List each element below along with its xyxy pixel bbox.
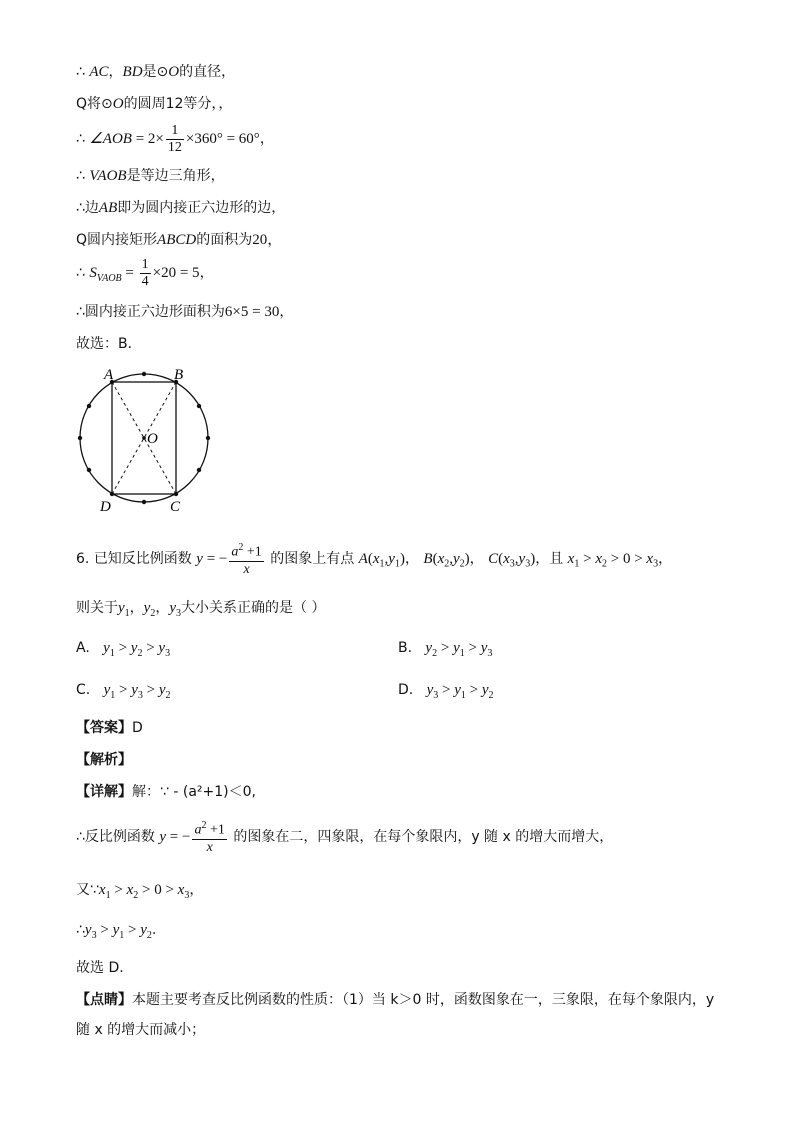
circle-rectangle-figure [70, 362, 220, 517]
comment-line-2: 随 x 的增大而减小； [76, 1022, 206, 1038]
label-a: A [104, 367, 114, 383]
label-d: D [100, 499, 111, 515]
division-points [78, 372, 210, 504]
q6-stem-line2: 则关于$y_1$，$y_2$，$y_3$大小关系正确的是（ ） [76, 600, 326, 619]
q6-stem: 6. 已知反比例函数 y = − $\frac{a^2 +1}{x}$ 的图象上有点 $A(x_1,y_1)$， $B(x_2,y_2)$， $C(x_3,y_3)$，且 $x_1 > x_2 > 0 > x_3$， [76, 542, 673, 577]
option-d[interactable]: D. $y_3 > y_1 > y_2$ [398, 682, 494, 701]
option-b[interactable]: B. $y_2 > y_1 > y_3$ [398, 640, 493, 659]
detail-line-2: ∴反比例函数 y = − $\frac{a^2 +1}{x}$ 的图象在二，四象限，在每个象限内，y 随 x 的增大而增大， [76, 820, 614, 855]
detail-line-3: 又$\because x_1 > x_2 > 0 > x_3$， [76, 882, 204, 901]
answer-line: 【答案】D [76, 720, 143, 736]
detail-line-4: $\therefore y_3 > y_1 > y_2$. [76, 922, 157, 941]
solution-line-1: ∴ AC，BD是⊙O的直径， [76, 64, 236, 80]
solution-line-7: ∴ $S_{VAOB}$ = $\frac{1}{4}$ ×20 = 5， [76, 256, 214, 289]
solution-line-9: 故选：B． [76, 336, 142, 352]
comment-line-1: 【点睛】本题主要考查反比例函数的性质：（1）当 k＞0 时，函数图象在一，三象限，在每个象限内，y [76, 992, 715, 1008]
label-c: C [170, 499, 181, 515]
solution-line-2: Q将⊙O的圆周12等分，， [76, 96, 233, 112]
detail-line-5: 故选 D. [76, 960, 124, 976]
solution-line-4: ∴ VAOB是等边三角形， [76, 168, 225, 184]
detail-line-1: 【详解】解：∵ - (a²+1)＜0, [76, 784, 256, 800]
solution-line-3: ∴ ∠AOB = 2× $\frac{1}{12}$ ×360° = 60°， [76, 122, 274, 155]
solution-line-5: ∴边AB即为圆内接正六边形的边， [76, 200, 286, 216]
option-c[interactable]: C. $y_1 > y_3 > y_2$ [76, 682, 171, 701]
solution-line-6: Q圆内接矩形ABCD的面积为20， [76, 232, 283, 248]
analysis-label: 【解析】 [76, 752, 132, 768]
label-b: B [174, 367, 184, 383]
label-o: O [147, 431, 158, 447]
option-a[interactable]: A. $y_1 > y_2 > y_3$ [76, 640, 171, 659]
solution-line-8: ∴圆内接正六边形面积为6×5 = 30， [76, 304, 294, 320]
